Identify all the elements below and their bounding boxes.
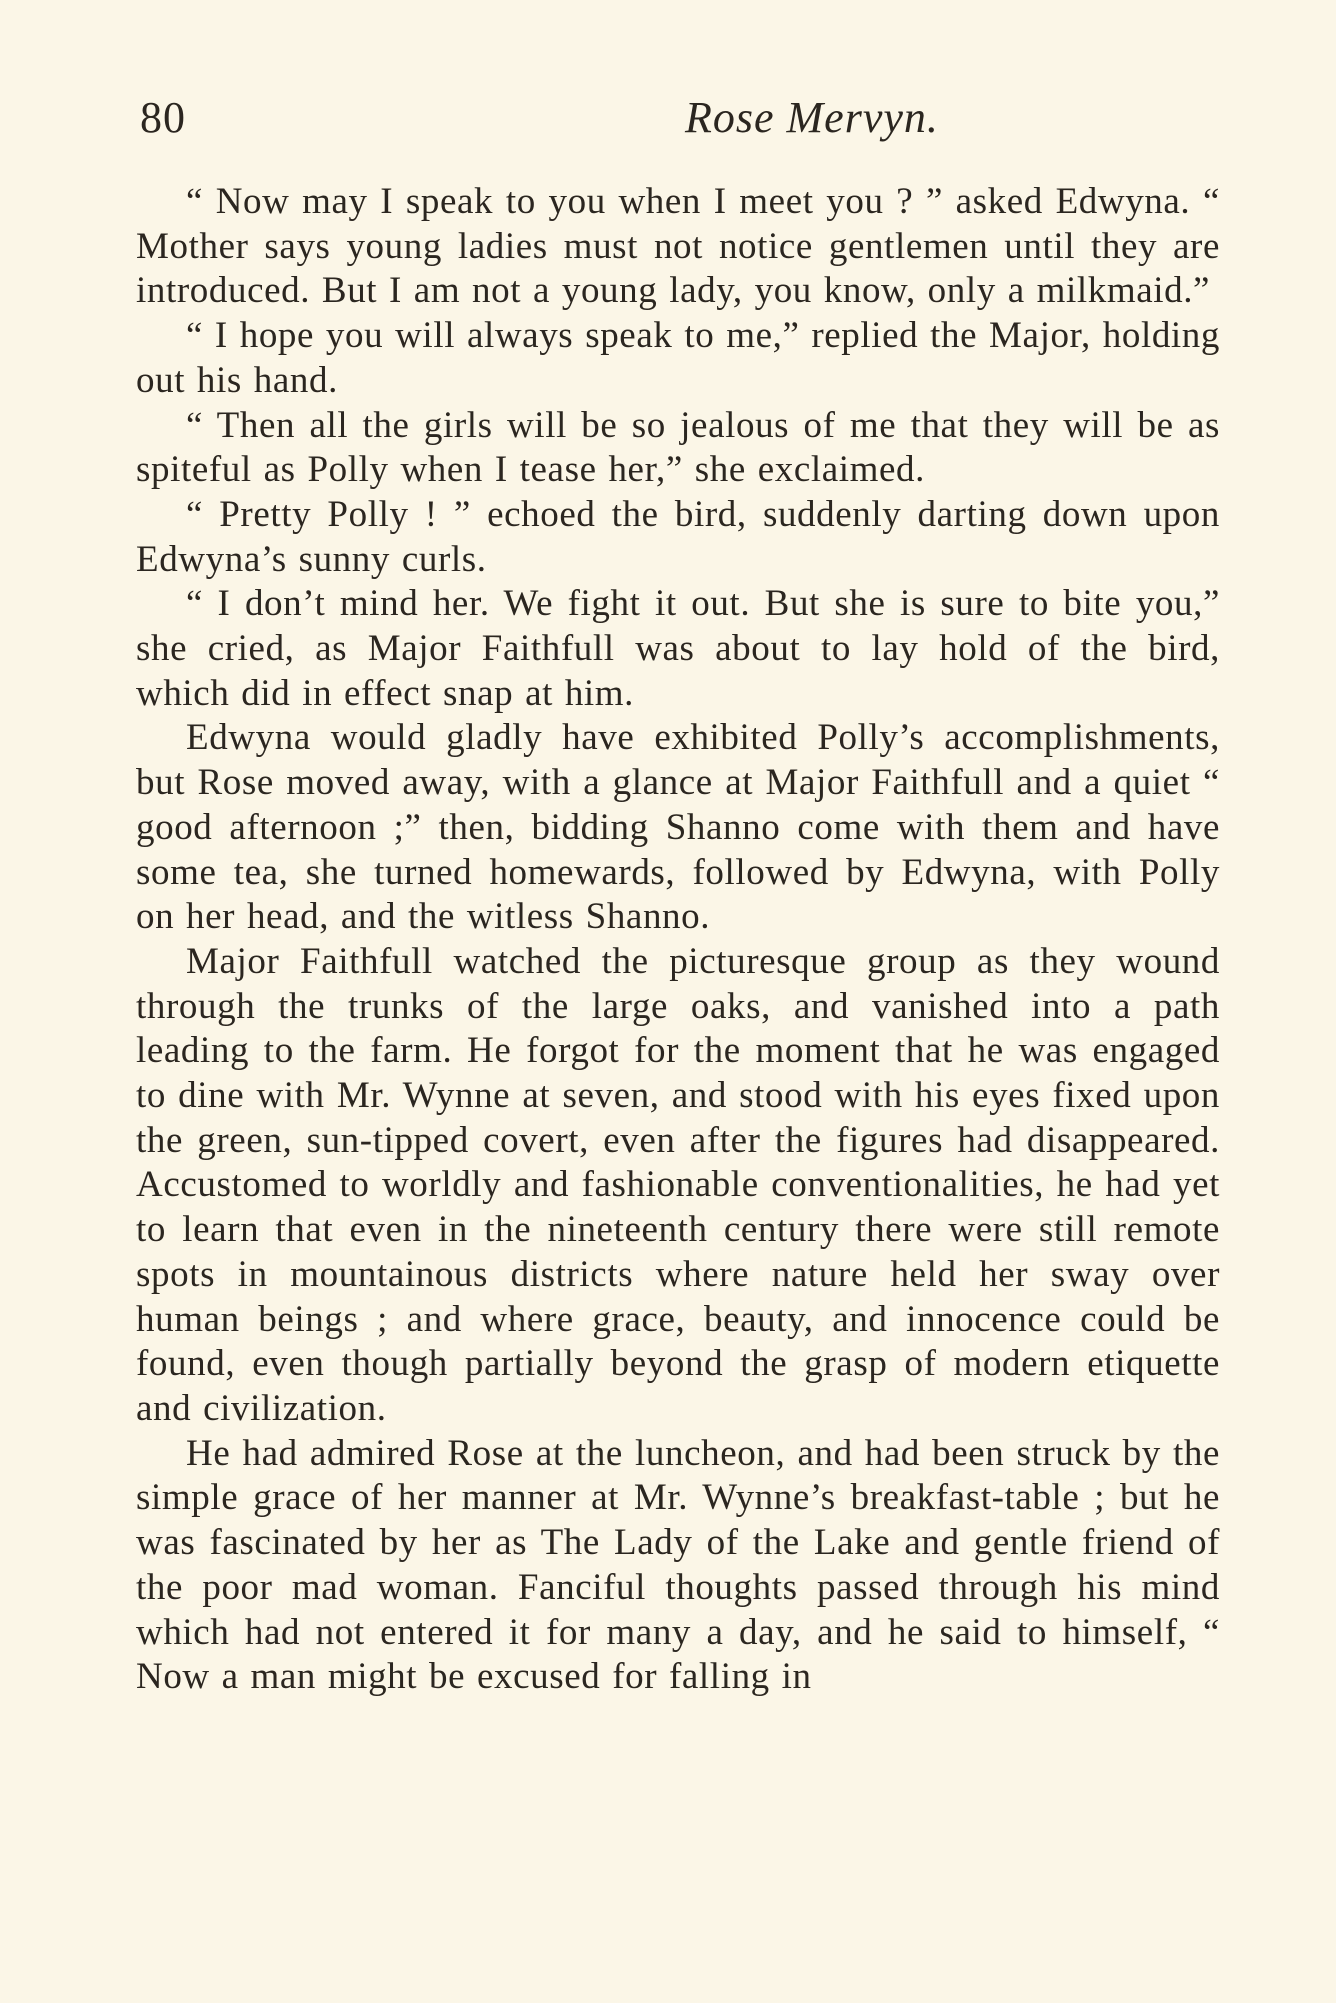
paragraph: “ Then all the girls will be so jealous of me that they will be as spiteful as Polly when I tease her,” she exclaimed. <box>136 404 1220 491</box>
body-text <box>136 180 1220 1700</box>
paragraph: Edwyna would gladly have exhibited Polly’s accomplishments, but Rose moved away, with a glance at Major Faithfull and a quiet “ good afternoon ;” then, bidding Shanno come with them and have some tea, she turned homewards, followed by Edwyna, with Polly on her head, and the witless Shanno. <box>136 717 1220 938</box>
paragraph: Major Faithfull watched the picturesque group as they wound through the trunks of the large oaks, and vanished into a path leading to the farm. He forgot for the moment that he was engaged to dine with Mr. Wynne at seven, and stood with his eyes fixed upon the green, sun-tipped covert, even after the figures had disappeared. Accustomed to worldly and fashionable conventionalities, he had yet to learn that even in the nineteenth century there were still remote spots in mountainous districts where nature held her sway over human beings ; and where grace, beauty, and innocence could be found, even though partially beyond the grasp of modern etiquette and civilization. <box>136 940 1220 1429</box>
paragraph: “ Now may I speak to you when I meet you ? ” asked Edwyna. “ Mother says young ladies must not notice gentlemen until they are introduced. But I am not a young lady, you know, only a milkmaid.” <box>136 181 1220 312</box>
paragraph: “ Pretty Polly ! ” echoed the bird, suddenly darting down upon Edwyna’s sunny curls. <box>136 493 1220 580</box>
running-title: Rose Mervyn. <box>685 93 939 142</box>
page-header <box>140 86 1220 150</box>
paragraph: “ I hope you will always speak to me,” replied the Major, holding out his hand. <box>136 315 1220 401</box>
paragraph: “ I don’t mind her. We fight it out. But she is sure to bite you,” she cried, as Major Faithfull was about to lay hold of the bird, which did in effect snap at him. <box>136 583 1220 714</box>
page-number: 80 <box>140 93 186 142</box>
paragraph: He had admired Rose at the luncheon, and had been struck by the simple grace of her manner at Mr. Wynne’s breakfast-table ; but he was fascinated by her as The Lady of the Lake and gentle friend of the poor mad woman. Fanciful thoughts passed through his mind which had not entered it for many a day, and he said to himself, “ Now a man might be excused for falling in <box>136 1432 1220 1698</box>
